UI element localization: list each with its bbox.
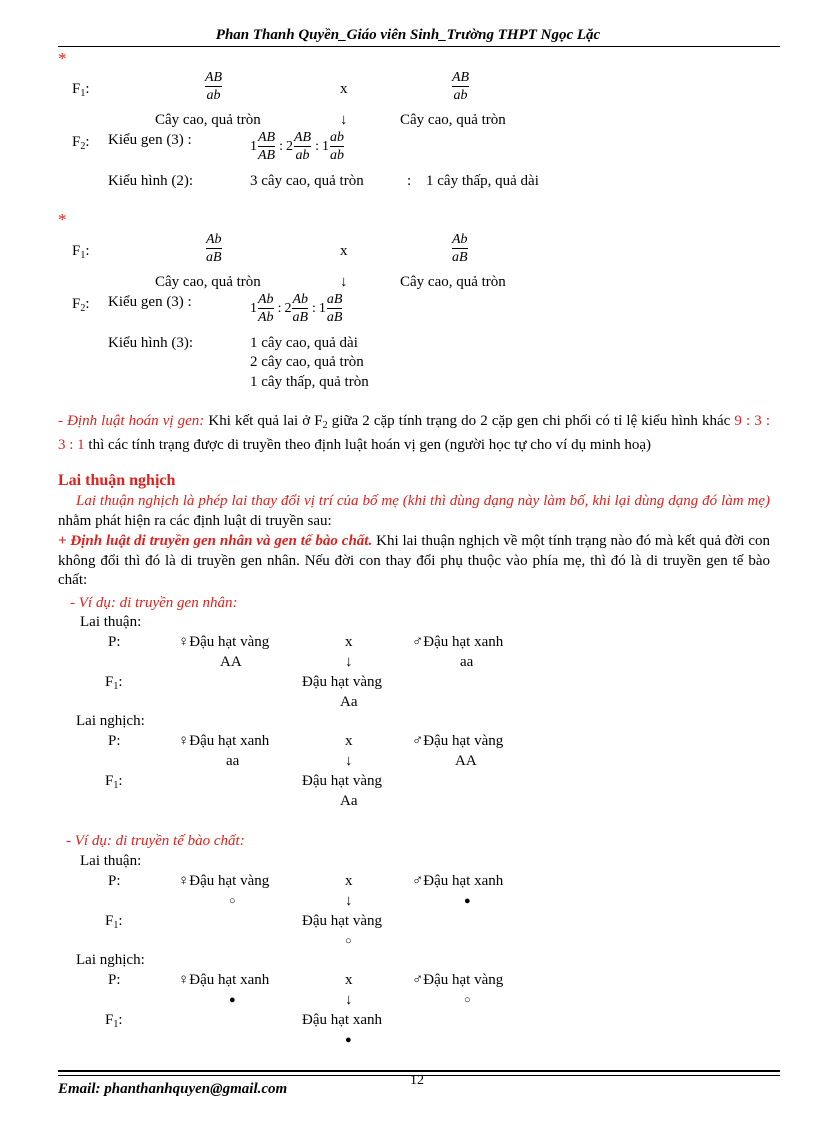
parent1-genotype (206, 232, 222, 265)
example-title: - Ví dụ: di truyền gen nhân: (70, 595, 238, 611)
fraction-denominator: ab (206, 88, 221, 103)
ratio-fraction (330, 130, 344, 163)
footer-email: Email: phanthanhquyen@gmail.com (58, 1081, 288, 1097)
cross-symbol: x (345, 873, 353, 889)
f1-label (72, 80, 90, 103)
phenotype-a: 3 cây cao, quả tròn (250, 173, 364, 189)
f1-letter: F (72, 81, 81, 97)
law-paragraph (58, 532, 770, 591)
offspring-phenotype: Đậu hạt xanh (302, 1012, 382, 1028)
f1-colon: : (118, 913, 123, 929)
female-cytoplasm-marker: ● (229, 994, 236, 1006)
female-parent: ♀Đậu hạt vàng (178, 634, 270, 650)
male-cytoplasm-marker: ● (464, 895, 471, 907)
fraction-numerator: AB (205, 70, 223, 85)
fraction-denominator: aB (326, 310, 343, 325)
male-parent: ♂Đậu hạt vàng (412, 972, 504, 988)
male-cytoplasm-marker: ○ (464, 994, 471, 1006)
f1-colon: : (85, 81, 90, 97)
fraction-denominator: aB (452, 250, 468, 265)
male-genotype: AA (455, 753, 477, 769)
p-label: P: (108, 972, 121, 988)
ratio-coef: 1 (318, 300, 326, 316)
male-parent: ♂Đậu hạt xanh (412, 873, 504, 889)
offspring-genotype: Aa (340, 694, 358, 710)
f1-colon: : (118, 1012, 123, 1028)
ratio-coef: 2 (286, 138, 293, 154)
hoanvi-subscript: 2 (322, 420, 328, 431)
cross-symbol: x (340, 243, 348, 259)
arrow-down: ↓ (345, 992, 353, 1008)
f2-label (72, 295, 90, 318)
f1-subscript: 1 (113, 780, 119, 791)
header-rule (58, 46, 780, 47)
f1-label (105, 1011, 123, 1034)
female-parent: ♀Đậu hạt vàng (178, 873, 270, 889)
ratio-sep: : (312, 300, 316, 316)
cross-symbol: x (345, 972, 353, 988)
ratio-sep: : (279, 138, 283, 154)
arrow-down: ↓ (345, 753, 353, 769)
phenotype-line: 1 cây cao, quả dài (250, 335, 358, 351)
arrow-down: ↓ (345, 654, 353, 670)
fraction-denominator: aB (292, 310, 309, 325)
arrow-down: ↓ (340, 274, 348, 290)
fraction-denominator: aB (206, 250, 222, 265)
fraction-denominator: AB (258, 148, 276, 163)
f1-colon: : (118, 674, 123, 690)
f1-label (105, 673, 123, 696)
f2-letter: F (72, 134, 81, 150)
fraction-numerator: Ab (206, 232, 222, 247)
hoanvi-lead: - Định luật hoán vị gen: (58, 413, 205, 429)
genotype-label: Kiểu gen (3) : (108, 132, 192, 148)
section-heading: Lai thuận nghịch (58, 472, 176, 489)
f1-letter: F (105, 773, 114, 789)
star-marker: * (58, 49, 67, 68)
f2-label (72, 133, 90, 156)
ratio-fraction (294, 130, 311, 163)
page-header: Phan Thanh Quyền_Giáo viên Sinh_Trường THPT Ngọc Lặc (215, 27, 601, 43)
offspring-phenotype: Đậu hạt vàng (302, 913, 382, 929)
f1-letter: F (105, 1012, 114, 1028)
p-label: P: (108, 873, 121, 889)
genotype-ratio (250, 292, 343, 325)
parent2-phenotype: Cây cao, quả tròn (400, 112, 506, 128)
ratio-sep: : (277, 300, 282, 316)
ratio-fraction (292, 292, 308, 325)
p-label: P: (108, 634, 121, 650)
cross-direction-label: Lai nghịch: (76, 952, 145, 968)
p-label: P: (108, 733, 121, 749)
law-title: + Định luật di truyền gen nhân và gen tế bào chất. (58, 533, 373, 549)
f2-colon: : (85, 134, 90, 150)
f1-label (72, 242, 90, 265)
f1-subscript: 1 (113, 681, 119, 692)
fraction-numerator: AB (258, 130, 276, 145)
f1-subscript: 1 (113, 1019, 119, 1030)
offspring-phenotype: Đậu hạt vàng (302, 773, 382, 789)
f1-letter: F (72, 243, 81, 259)
fraction-denominator: Ab (258, 310, 274, 325)
female-genotype: aa (226, 753, 240, 769)
definition-rest: nhằm phát hiện ra các định luật di truyền sau: (58, 512, 332, 529)
parent1-phenotype: Cây cao, quả tròn (155, 274, 261, 290)
fraction-numerator: AB (452, 70, 470, 85)
ratio-coef: 1 (250, 300, 257, 316)
f2-subscript: 2 (80, 303, 86, 314)
cross-symbol: x (345, 733, 353, 749)
offspring-cytoplasm-marker: ● (345, 1034, 352, 1046)
fraction-denominator: ab (330, 148, 344, 163)
female-cytoplasm-marker: ○ (229, 895, 236, 907)
hoanvi-text-3: thì các tính trạng được di truyền theo định luật hoán vị gen (người học tự cho ví dụ minh hoạ) (84, 436, 652, 453)
ratio-sep: : (315, 138, 319, 154)
male-parent: ♂Đậu hạt vàng (412, 733, 504, 749)
offspring-phenotype: Đậu hạt vàng (302, 674, 382, 690)
ratio-fraction (327, 292, 343, 325)
fraction-denominator: ab (453, 88, 468, 103)
definition-paragraph (58, 492, 770, 531)
star-marker: * (58, 210, 67, 229)
fraction-denominator: ab (295, 148, 310, 163)
f1-subscript: 1 (80, 250, 86, 261)
law-text: Khi lai thuận nghịch về một tính trạng nào đó mà kết quả đời con không đổi thì đó là di truyền gen nhân. Nếu đời con thay đổi phụ thuộc vào phía mẹ, thì đó là di truyền gen tế bào chất: (58, 533, 770, 588)
ratio-coef: 1 (250, 138, 257, 154)
phenotype-label: Kiểu hình (2): (108, 173, 193, 189)
parent2-genotype (452, 232, 468, 265)
ratio-fraction (258, 130, 275, 163)
parent1-genotype (205, 70, 222, 103)
f1-label (105, 912, 123, 935)
male-parent: ♂Đậu hạt xanh (412, 634, 504, 650)
fraction-numerator: aB (326, 292, 343, 307)
f1-letter: F (105, 674, 114, 690)
cross-direction-label: Lai nghịch: (76, 713, 145, 729)
male-genotype: aa (460, 654, 474, 670)
cross-symbol: x (340, 81, 348, 97)
parent2-phenotype: Cây cao, quả tròn (400, 274, 506, 290)
f2-subscript: 2 (80, 141, 86, 152)
hoanvi-text-1: Khi kết quả lai ở F (204, 413, 323, 429)
phenotype-label: Kiểu hình (3): (108, 335, 193, 351)
genotype-label: Kiểu gen (3) : (108, 294, 192, 310)
parent1-phenotype: Cây cao, quả tròn (155, 112, 261, 128)
arrow-down: ↓ (340, 112, 348, 128)
hoanvi-text-2: giữa 2 cặp tính trạng do 2 cặp gen chi phối có tỉ lệ kiểu hình khác (327, 413, 735, 429)
cross-direction-label: Lai thuận: (80, 614, 142, 630)
hoanvi-ratio: 9 : 3 : 3 : 1 (58, 413, 770, 453)
f1-subscript: 1 (113, 920, 119, 931)
phenotype-b: 1 cây thấp, quả dài (426, 173, 539, 189)
female-parent: ♀Đậu hạt xanh (178, 733, 270, 749)
f2-colon: : (85, 296, 90, 312)
genotype-ratio (250, 130, 345, 163)
cross-direction-label: Lai thuận: (80, 853, 142, 869)
ratio-coef: 2 (284, 300, 292, 316)
cross-symbol: x (345, 634, 353, 650)
fraction-numerator: AB (294, 130, 312, 145)
definition-red: Lai thuận nghịch là phép lai thay đổi vị trí của bố mẹ (khi thì dùng dạng này làm bố, khi lại dùng dạng đó làm mẹ) (76, 493, 770, 509)
page-number: 12 (410, 1073, 424, 1088)
phenotype-line: 2 cây cao, quả tròn (250, 354, 364, 370)
phenotype-line: 1 cây thấp, quả tròn (250, 374, 369, 390)
example-title: - Ví dụ: di truyền tế bào chất: (66, 833, 245, 849)
offspring-cytoplasm-marker: ○ (345, 935, 352, 947)
hoanvi-paragraph (58, 412, 770, 455)
female-parent: ♀Đậu hạt xanh (178, 972, 270, 988)
fraction-numerator: Ab (452, 232, 468, 247)
f1-label (105, 772, 123, 795)
f1-letter: F (105, 913, 114, 929)
fraction-numerator: ab (330, 130, 344, 145)
f2-letter: F (72, 296, 81, 312)
phenotype-sep: : (407, 173, 412, 189)
parent2-genotype (452, 70, 469, 103)
f1-colon: : (85, 243, 90, 259)
arrow-down: ↓ (345, 893, 353, 909)
ratio-coef: 1 (322, 138, 329, 154)
ratio-fraction (258, 292, 274, 325)
fraction-numerator: Ab (258, 292, 274, 307)
f1-colon: : (118, 773, 123, 789)
f1-subscript: 1 (80, 88, 86, 99)
fraction-numerator: Ab (292, 292, 309, 307)
female-genotype: AA (220, 654, 242, 670)
offspring-genotype: Aa (340, 793, 358, 809)
